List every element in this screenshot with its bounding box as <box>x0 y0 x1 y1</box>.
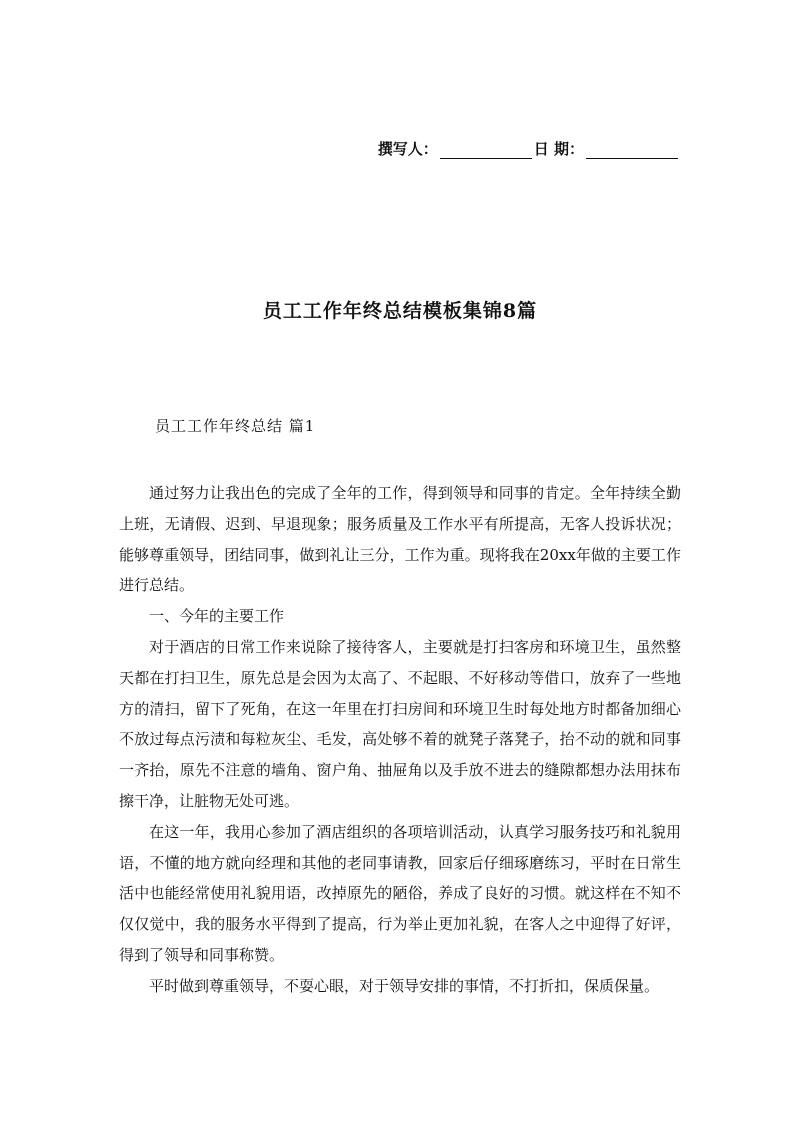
paragraph-subheading: 一、今年的主要工作 <box>149 607 285 626</box>
paragraph-cleaning: 对于酒店的日常工作来说除了接待客人，主要就是打扫客房和环境卫生，虽然整天都在打扫卫生，原先总是会因为太高了、不起眼、不好移动等借口，放弃了一些地方的清扫，留下了死角，在这一年里在打扫房间和环境卫生时每处地方时都备加细心不放过每点污渍和每粒灰尘、毛发，高处够不着的就凳子落凳子，抬不动的就和同事一齐抬，原先不注意的墙角、窗户角、抽屉角以及手放不进去的缝隙都想办法用抹布擦干净，让脏物无处可逃。 <box>119 637 681 810</box>
document-title: 员工工作年终总结模板集锦8篇 <box>262 300 538 322</box>
paragraph-respect: 平时做到尊重领导，不耍心眼，对于领导安排的事情，不打折扣，保质保量。 <box>149 976 660 995</box>
body-text <box>119 478 681 1002</box>
signature-line <box>378 138 680 159</box>
paragraph-training: 在这一年，我用心参加了酒店组织的各项培训活动，认真学习服务技巧和礼貌用语，不懂的地方就向经理和其他的老同事请教，回家后仔细琢磨练习，平时在日常生活中也能经常使用礼貌用语，改掉原先的陋俗，养成了良好的习惯。就这样在不知不仅仅觉中，我的服务水平得到了提高，行为举止更加礼貌，在客人之中迎得了好评，得到了领导和同事称赞。 <box>119 822 681 964</box>
section-heading: 员工工作年终总结 篇1 <box>155 417 316 435</box>
author-label: 撰写人： <box>377 140 438 158</box>
author-blank <box>440 142 532 159</box>
date-blank <box>586 142 678 159</box>
paragraph-intro: 通过努力让我出色的完成了全年的工作，得到领导和同事的肯定。全年持续全勤上班，无请假、迟到、早退现象；服务质量及工作水平有所提高，无客人投诉状况；能够尊重领导，团结同事，做到礼让三分，工作为重。现将我在20xx年做的主要工作进行总结。 <box>119 484 681 595</box>
date-label: 日 期： <box>533 140 584 158</box>
